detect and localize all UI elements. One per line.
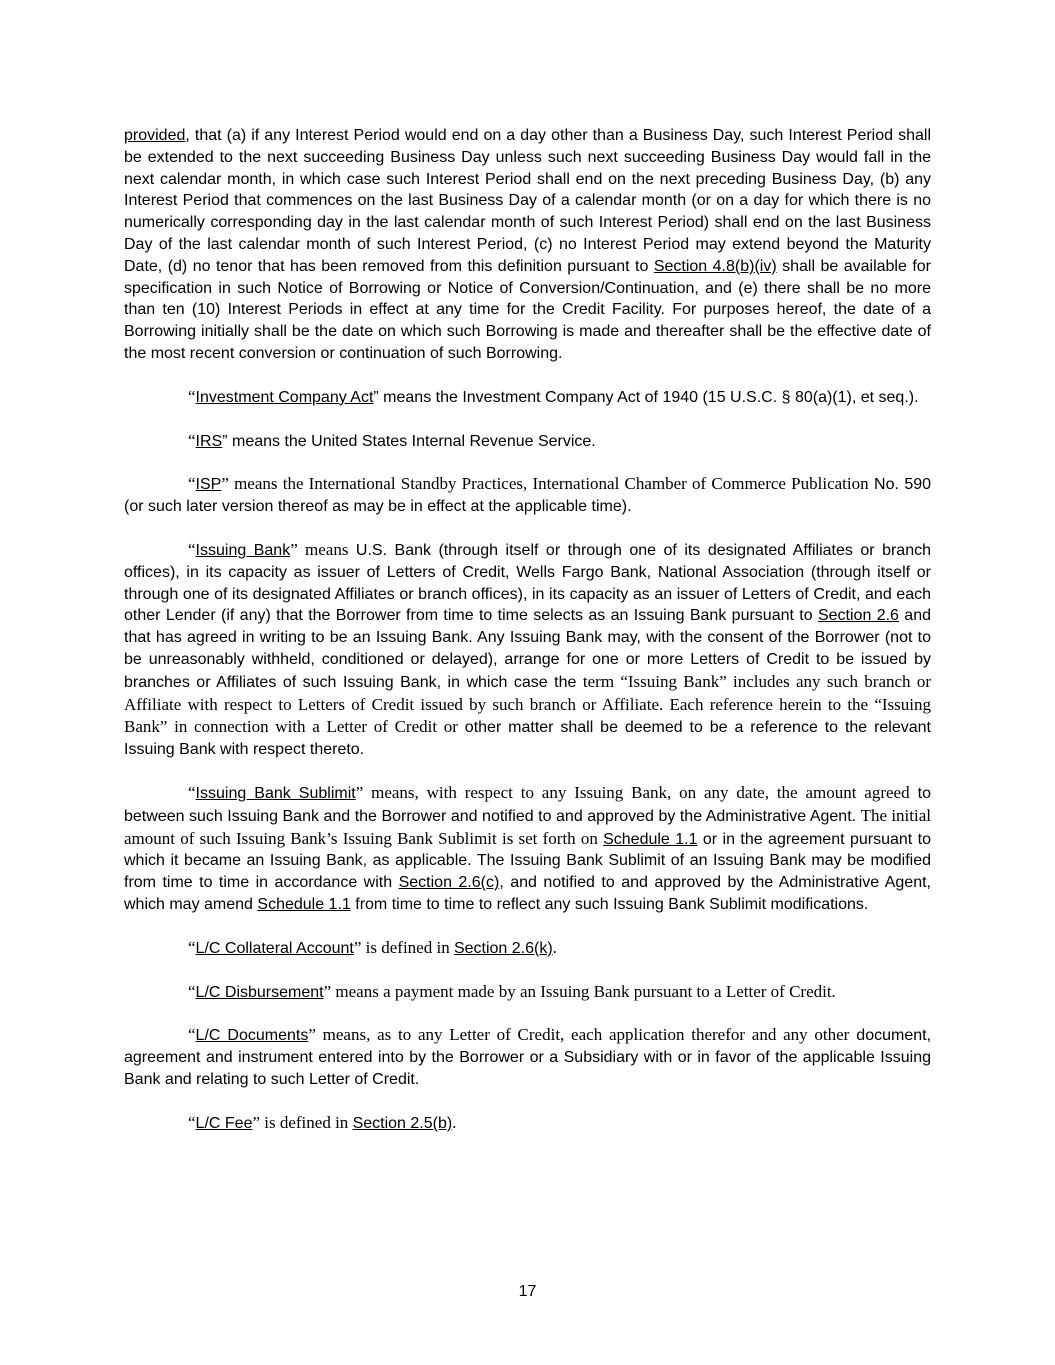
section-2-5-b-reference: Section 2.5(b): [352, 1114, 453, 1132]
schedule-1-1-reference: Schedule 1.1: [603, 830, 698, 848]
open-quote: “: [188, 981, 196, 1001]
definition-text-serif: term “Issuing Bank” includes any such branch or Affiliate with respect to Letters of Credit issued by such branch or Affiliate. Each reference herein to the “Issuing Bank” in connection with a Letter of Credit or: [124, 671, 931, 737]
open-quote: “: [188, 937, 196, 957]
means-word: means: [305, 539, 349, 559]
definition-text: ” means the United States Internal Revenue Service.: [222, 432, 596, 450]
section-2-6-reference: Section 2.6: [817, 607, 899, 625]
defined-term-lc-documents: L/C Documents: [195, 1027, 309, 1045]
defined-term-isp: ISP: [195, 476, 222, 494]
open-quote: “: [188, 1112, 196, 1132]
definition-lc-documents: [124, 1024, 931, 1090]
definition-lc-disbursement: [124, 981, 931, 1004]
definition-text: document, agreement and instrument entered into by the Borrower or a Subsidiary with or in favor of the applicable Issuing Bank and relating to such Letter of Credit.: [124, 1027, 932, 1088]
period: .: [452, 1112, 457, 1132]
definition-text-continued: and that has agreed in writing to be an Issuing Bank. Any Issuing Bank may, with the consent of the Borrower (not to be unreasonably withheld, conditioned or delayed), arrange for one or more Letters of Credit to be issued by branches or Affiliates of such Issuing Bank, in which case the: [124, 607, 932, 691]
definition-irs: [124, 430, 931, 453]
section-4-8-b-iv-reference: Section 4.8(b)(iv): [653, 257, 777, 275]
definition-text-serif: ” means, with respect to any Issuing Bank, on any date, the amount agreed: [355, 782, 910, 802]
definition-text-continued: or in the agreement pursuant to which it became an Issuing Bank, as applicable. The Issuing Bank Sublimit of an Issuing Bank may be modified from time to time in accordance with: [124, 830, 931, 892]
definition-text: U.S. Bank (through itself or through one of its designated Affiliates or branch offices), in its capacity as issuer of Letters of Credit, Wells Fargo Bank, National Association (through itself or through one of its designated Affiliates or branch offices), in its capacity as an issuer of Letters of Credit, and each other Lender (if any) that the Borrower from time to time selects as an Issuing Bank pursuant to: [124, 541, 931, 625]
definition-text: to between such Issuing Bank and the Borrower and notified to and approved by the Administrative Agent.: [124, 784, 931, 825]
schedule-1-1-reference-2: Schedule 1.1: [257, 895, 351, 913]
definition-isp: [124, 473, 931, 518]
defined-term-investment-company-act: Investment Company Act: [195, 388, 374, 406]
defined-term-issuing-bank: Issuing Bank: [195, 541, 291, 559]
interest-period-proviso-paragraph: [124, 125, 931, 365]
open-quote: “: [188, 782, 196, 802]
definition-issuing-bank-sublimit: [124, 782, 931, 916]
definition-investment-company-act: [124, 386, 931, 409]
definition-text-serif: ” is defined in: [353, 937, 454, 957]
open-quote: “: [188, 474, 196, 494]
proviso-text-continued: shall be available for specification in such Notice of Borrowing or Notice of Conversion/Continuation, and (e) there shall be no more than ten (10) Interest Periods in effect at any time for the Credit Facility. For purposes hereof, the date of a Borrowing initially shall be the date on which such Borrowing is made and thereafter shall be the effective date of the most recent conversion or continuation of such Borrowing.: [124, 257, 931, 362]
definition-text: ” means the Investment Company Act of 1940 (15 U.S.C. § 80(a)(1), et seq.).: [373, 388, 919, 406]
defined-term-irs: IRS: [195, 432, 223, 450]
defined-term-lc-fee: L/C Fee: [195, 1114, 253, 1132]
document-page: [124, 125, 931, 1155]
definition-lc-collateral-account: [124, 937, 931, 960]
definition-text-serif-2: The initial amount of such Issuing Bank’s Issuing Bank Sublimit is set forth on: [124, 805, 931, 848]
definition-text-serif: ” means the International Standby Practices, International Chamber of Commerce Publication: [221, 474, 869, 494]
open-quote: “: [188, 430, 196, 450]
defined-term-lc-disbursement: L/C Disbursement: [195, 983, 324, 1001]
definition-text: No. 590 (or such later version thereof as may be in effect at the applicable time).: [124, 476, 932, 516]
open-quote: “: [188, 386, 196, 406]
definition-text-continued-2: , and notified to and approved by the Administrative Agent, which may amend: [124, 874, 931, 913]
definition-text-end: from time to time to reflect any such Issuing Bank Sublimit modifications.: [350, 895, 869, 913]
definition-text-end: other matter shall be deemed to be a reference to the relevant Issuing Bank with respect thereto.: [124, 719, 932, 759]
definition-text-serif: ” is defined in: [252, 1112, 353, 1132]
section-2-6-k-reference: Section 2.6(k): [453, 939, 553, 957]
period: .: [552, 937, 557, 957]
page-number: 17: [518, 1283, 537, 1300]
open-quote: “: [188, 539, 196, 559]
defined-term-lc-collateral-account: L/C Collateral Account: [195, 939, 354, 957]
definition-text-serif: ” means, as to any Letter of Credit, each application therefor and any other: [308, 1025, 850, 1045]
proviso-text: , that (a) if any Interest Period would end on a day other than a Business Day, such Interest Period shall be extended to the next succeeding Business Day unless such next succeeding Business Day would fall in the next calendar month, in which case such Interest Period shall end on the next preceding Business Day, (b) any Interest Period that commences on the last Business Day of a calendar month (or on a day for which there is no numerically corresponding day in the last calendar month of such Interest Period) shall end on the last Business Day of the last calendar month of such Interest Period, (c) no Interest Period may extend beyond the Maturity Date, (d) no tenor that has been removed from this definition pursuant to: [124, 127, 931, 275]
defined-term-issuing-bank-sublimit: Issuing Bank Sublimit: [195, 784, 356, 802]
definition-issuing-bank: [124, 539, 931, 761]
close-quote: ”: [290, 539, 306, 559]
provided-term: provided: [124, 127, 186, 144]
open-quote: “: [188, 1025, 196, 1045]
definition-text-serif: ” means a payment made by an Issuing Bank pursuant to a Letter of Credit.: [323, 981, 836, 1001]
definition-lc-fee: [124, 1112, 931, 1135]
section-2-6-c-reference: Section 2.6(c): [398, 874, 500, 892]
